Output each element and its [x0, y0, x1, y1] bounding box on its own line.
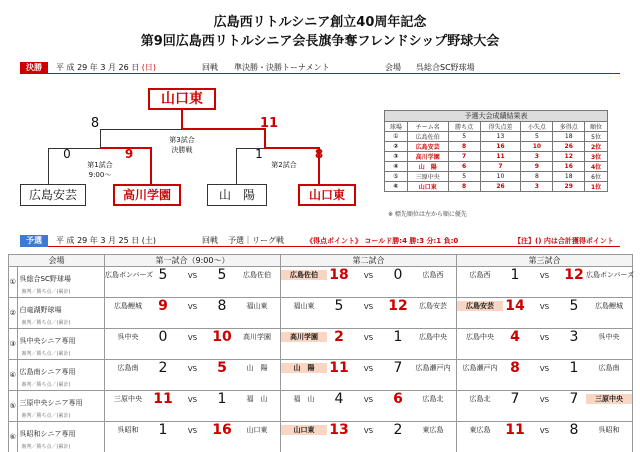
- match-row: [9, 422, 633, 452]
- team-score: 5: [158, 267, 168, 283]
- team-score: 11: [329, 360, 349, 376]
- standings-cell: 18: [553, 172, 585, 182]
- bracket-line: [100, 129, 101, 149]
- match-game-cell: [457, 329, 633, 360]
- standings-cell: ⑤: [385, 172, 408, 182]
- match-number: ⑥: [9, 422, 18, 452]
- bracket-line: [48, 148, 49, 184]
- standings-row: [385, 182, 608, 192]
- vs-label: VS: [363, 427, 374, 435]
- match-game-cell: [105, 360, 281, 391]
- standings-cell: ③: [385, 152, 408, 162]
- match-game-cell: [457, 360, 633, 391]
- match-venue: [17, 360, 104, 391]
- page-subtitle: 第9回広島西リトルシニア会長旗争奪フレンドシップ野球大会: [140, 34, 500, 49]
- team-name: 三原中央: [114, 395, 142, 403]
- venue-name: 広島南シニア専用: [19, 367, 76, 376]
- match-row: [9, 329, 633, 360]
- match-game-cell: [105, 422, 281, 452]
- vs-label: VS: [539, 365, 550, 373]
- standings-row: [385, 142, 608, 152]
- match-venue: [17, 391, 104, 422]
- match-game-cell: [457, 422, 633, 452]
- standings-cell: 13: [480, 132, 521, 142]
- standings-cell: 10: [480, 172, 521, 182]
- vs-label: VS: [363, 272, 374, 280]
- standings-cell: 16: [553, 162, 585, 172]
- team-score: 5: [217, 360, 227, 376]
- team-name: 山口東: [246, 426, 268, 434]
- standings-cell: 5: [448, 172, 480, 182]
- team-score: 16: [212, 422, 232, 438]
- match-number: ①: [9, 267, 18, 298]
- team-score: 4: [334, 391, 344, 407]
- game3-sub: 決勝戦: [171, 146, 193, 154]
- venue-sub-label: 審判／勝ち点／(累計): [21, 350, 71, 357]
- team-score: 12: [388, 298, 408, 314]
- match-header: 会場: [9, 255, 105, 267]
- match-row: [9, 391, 633, 422]
- team-score: 1: [217, 391, 227, 407]
- match-header: 第二試合: [281, 255, 457, 267]
- standings-header: 小失点: [521, 122, 553, 132]
- team-name: 呉中央: [117, 333, 139, 341]
- match-game-cell: [281, 422, 457, 452]
- standings-header: 多得点: [553, 122, 585, 132]
- match-game-cell: [105, 329, 281, 360]
- vs-label: VS: [187, 303, 198, 311]
- team-name: 呉昭和: [117, 426, 139, 434]
- team-name: 広島安芸: [419, 302, 447, 310]
- standings-cell: 3: [521, 152, 553, 162]
- standings-row: [385, 162, 608, 172]
- standings-cell: ②: [385, 142, 408, 152]
- standings-cell: 9: [521, 162, 553, 172]
- standings-cell: 11: [480, 152, 521, 162]
- standings-cell: 広島安芸: [407, 142, 448, 152]
- standings-cell: 広島佐伯: [407, 132, 448, 142]
- standings-title: 予選大会成績結果表: [385, 111, 608, 122]
- standings-cell: 1位: [585, 182, 608, 192]
- game3-label: 第3試合: [169, 136, 195, 144]
- match-game-cell: [105, 391, 281, 422]
- venue-sub-label: 審判／勝ち点／(累計): [21, 381, 71, 388]
- vs-label: VS: [363, 303, 374, 311]
- game3-right-score: 11: [259, 116, 279, 131]
- team-name: 福 山: [293, 395, 315, 403]
- team-name: 広島中央: [466, 333, 494, 341]
- team-score: 7: [569, 391, 579, 407]
- team-name: 高川学園: [243, 333, 271, 341]
- standings-cell: 8: [448, 142, 480, 152]
- vs-label: VS: [363, 396, 374, 404]
- team-score: 3: [569, 329, 579, 345]
- team-name: 広島瀬戸内: [462, 364, 498, 372]
- vs-label: VS: [187, 427, 198, 435]
- team-name: 広島西: [422, 271, 444, 279]
- standings-cell: 26: [553, 142, 585, 152]
- match-game-cell: [457, 391, 633, 422]
- match-number: ④: [9, 360, 18, 391]
- prelim-date: 平 成 29 年 3 月 25 日 (土): [56, 236, 157, 245]
- standings-header: 得失点差: [480, 122, 521, 132]
- standings-row: [385, 132, 608, 142]
- standings-row: [385, 152, 608, 162]
- match-number: ②: [9, 298, 18, 329]
- standings-cell: 12: [553, 152, 585, 162]
- vs-label: VS: [539, 272, 550, 280]
- team-score: 7: [510, 391, 520, 407]
- venue-sub-label: 審判／勝ち点／(累計): [21, 319, 71, 326]
- team-name: 広島西: [469, 271, 491, 279]
- team-score: 5: [217, 267, 227, 283]
- bracket-line: [181, 110, 183, 130]
- standings-cell: 18: [553, 132, 585, 142]
- match-game-cell: [105, 267, 281, 298]
- standings-header: チーム名: [407, 122, 448, 132]
- standings-header: 球場: [385, 122, 408, 132]
- team-name: 広島南: [117, 364, 139, 372]
- match-body: [9, 267, 633, 452]
- standings-cell: 4位: [585, 162, 608, 172]
- team-name: 広島安芸: [457, 301, 503, 311]
- team-box: 山 陽: [207, 184, 267, 206]
- final-round-value: 準決勝・決勝トーナメント: [234, 63, 330, 72]
- vs-label: VS: [187, 396, 198, 404]
- vs-label: VS: [539, 303, 550, 311]
- match-number: ⑤: [9, 391, 18, 422]
- prelim-round-label: 回戦: [202, 236, 218, 245]
- standings-note: ※ 標先順位は左から順に優先: [388, 211, 467, 218]
- standings-cell: ④: [385, 162, 408, 172]
- match-row: [9, 267, 633, 298]
- team-box: 広島安芸: [20, 184, 86, 206]
- points-note: 【注】() 内は合計獲得ポイント: [514, 237, 614, 245]
- team-score: 13: [329, 422, 349, 438]
- team-score: 0: [158, 329, 168, 345]
- team-name: 広島南: [598, 364, 620, 372]
- standings-cell: 26: [480, 182, 521, 192]
- champion-box: 山口東: [148, 88, 216, 110]
- team-score: 2: [334, 329, 344, 345]
- team-name: 呉中央: [598, 333, 620, 341]
- team-score: 0: [393, 267, 403, 283]
- match-header: 第三試合: [457, 255, 633, 267]
- team-name: 三原中央: [586, 394, 632, 404]
- team-name: 広島瀬戸内: [415, 364, 451, 372]
- standings-row: [385, 172, 608, 182]
- game2-left-score: 1: [255, 147, 263, 161]
- team-score: 5: [569, 298, 579, 314]
- venue-name: 呉中央シニア専用: [19, 336, 76, 345]
- team-name: 広島北: [422, 395, 444, 403]
- team-score: 8: [217, 298, 227, 314]
- standings-cell: 5: [521, 132, 553, 142]
- standings-body: [385, 132, 608, 192]
- match-number: ③: [9, 329, 18, 360]
- standings-header: 順位: [585, 122, 608, 132]
- standings-cell: ⑥: [385, 182, 408, 192]
- prelim-tag: 予選: [20, 235, 48, 247]
- team-name: 広島鯉城: [595, 302, 623, 310]
- standings-cell: 8: [521, 172, 553, 182]
- standings-cell: 2位: [585, 142, 608, 152]
- match-table: [8, 254, 633, 452]
- vs-label: VS: [187, 334, 198, 342]
- venue-sub-label: 審判／勝ち点／(累計): [21, 288, 71, 295]
- match-venue: [17, 267, 104, 298]
- team-score: 10: [212, 329, 232, 345]
- vs-label: VS: [539, 334, 550, 342]
- bracket-line: [236, 148, 237, 184]
- match-game-cell: [281, 360, 457, 391]
- standings-cell: 5位: [585, 132, 608, 142]
- team-score: 8: [510, 360, 520, 376]
- team-name: 広島中央: [419, 333, 447, 341]
- standings-cell: 16: [480, 142, 521, 152]
- team-score: 2: [393, 422, 403, 438]
- match-venue: [17, 329, 104, 360]
- team-box-winner: 高川学園: [113, 184, 181, 206]
- game2-label: 第2試合: [271, 161, 297, 169]
- team-name: 広島佐伯: [243, 271, 271, 279]
- points-text: 《得点ポイント》 コールド勝:4 勝:3 分:1 負:0: [306, 237, 459, 245]
- standings-cell: 7: [448, 152, 480, 162]
- vs-label: VS: [187, 272, 198, 280]
- standings-cell: 10: [521, 142, 553, 152]
- final-venue-value: 呉総合SC野球場: [416, 63, 475, 72]
- standings-cell: 29: [553, 182, 585, 192]
- standings-cell: 6位: [585, 172, 608, 182]
- team-name: 広島北: [469, 395, 491, 403]
- standings-cell: 三原中央: [407, 172, 448, 182]
- page-title: 広島西リトルシニア創立40周年記念: [213, 15, 427, 30]
- bracket-line: [150, 147, 152, 184]
- match-header: 第一試合（9:00～）: [105, 255, 281, 267]
- standings-cell: 高川学園: [407, 152, 448, 162]
- venue-name: 三原中央シニア専用: [19, 398, 83, 407]
- team-name: 山 陽: [281, 363, 327, 373]
- match-game-cell: [457, 298, 633, 329]
- team-name: 東広島: [469, 426, 491, 434]
- team-score: 11: [153, 391, 173, 407]
- game2-right-score: 8: [314, 147, 324, 161]
- team-score: 1: [510, 267, 520, 283]
- standings-header: 勝ち点: [448, 122, 480, 132]
- match-game-cell: [281, 298, 457, 329]
- team-score: 1: [393, 329, 403, 345]
- match-game-cell: [281, 267, 457, 298]
- standings-cell: ①: [385, 132, 408, 142]
- match-game-cell: [457, 267, 633, 298]
- team-name: 福 山: [246, 395, 268, 403]
- team-name: 福山東: [246, 302, 268, 310]
- venue-name: 呉総合SC野球場: [19, 274, 71, 283]
- final-date: 平 成 29 年 3 月 26 日 (日): [56, 63, 157, 72]
- venue-name: 呉昭和シニア専用: [19, 429, 76, 438]
- standings-cell: 3位: [585, 152, 608, 162]
- game3-left-score: 8: [90, 116, 100, 131]
- final-round-label: 回戦: [202, 63, 218, 72]
- team-score: 12: [564, 267, 584, 283]
- team-name: 広島ボンバーズ: [586, 271, 635, 279]
- match-venue: [17, 298, 104, 329]
- team-score: 4: [510, 329, 520, 345]
- team-name: 東広島: [422, 426, 444, 434]
- venue-name: 白竜湖野球場: [19, 305, 62, 314]
- team-score: 5: [334, 298, 344, 314]
- standings-cell: 山 陽: [407, 162, 448, 172]
- team-score: 18: [329, 267, 349, 283]
- final-venue-label: 会場: [385, 63, 401, 72]
- team-name: 広島ボンバーズ: [105, 271, 154, 279]
- standings-cell: 3: [521, 182, 553, 192]
- vs-label: VS: [187, 365, 198, 373]
- bracket-line: [264, 128, 266, 149]
- prelim-round-value: 予選｜リーグ戦: [228, 236, 284, 245]
- match-row: [9, 298, 633, 329]
- match-venue: [17, 422, 104, 452]
- team-score: 6: [393, 391, 403, 407]
- game1-right-score: 9: [124, 147, 134, 161]
- team-name: 山口東: [281, 425, 327, 435]
- team-score: 1: [158, 422, 168, 438]
- team-score: 2: [158, 360, 168, 376]
- standings-table: [384, 110, 608, 192]
- venue-sub-label: 審判／勝ち点／(累計): [21, 443, 71, 450]
- game1-time: 9:00～: [88, 171, 112, 179]
- team-score: 11: [505, 422, 525, 438]
- standings-cell: 8: [448, 182, 480, 192]
- team-name: 呉昭和: [598, 426, 620, 434]
- vs-label: VS: [363, 334, 374, 342]
- standings-cell: 5: [448, 132, 480, 142]
- match-game-cell: [105, 298, 281, 329]
- team-score: 14: [505, 298, 525, 314]
- game1-left-score: 0: [63, 147, 71, 161]
- match-row: [9, 360, 633, 391]
- team-name: 高川学園: [281, 332, 327, 342]
- team-score: 1: [569, 360, 579, 376]
- game1-label: 第1試合: [87, 161, 113, 169]
- team-name: 福山東: [293, 302, 315, 310]
- team-name: 広島鯉城: [114, 302, 142, 310]
- team-score: 7: [393, 360, 403, 376]
- venue-sub-label: 審判／勝ち点／(累計): [21, 412, 71, 419]
- standings-cell: 山口東: [407, 182, 448, 192]
- match-game-cell: [281, 329, 457, 360]
- standings-cell: 7: [480, 162, 521, 172]
- vs-label: VS: [539, 396, 550, 404]
- team-name: 山 陽: [246, 364, 268, 372]
- team-box-winner: 山口東: [298, 184, 356, 206]
- bracket-line: [100, 129, 182, 130]
- standings-cell: 6: [448, 162, 480, 172]
- match-game-cell: [281, 391, 457, 422]
- team-name: 広島佐伯: [281, 270, 327, 280]
- vs-label: VS: [363, 365, 374, 373]
- vs-label: VS: [539, 427, 550, 435]
- final-tag: 決勝: [20, 62, 48, 74]
- team-score: 9: [158, 298, 168, 314]
- team-score: 8: [569, 422, 579, 438]
